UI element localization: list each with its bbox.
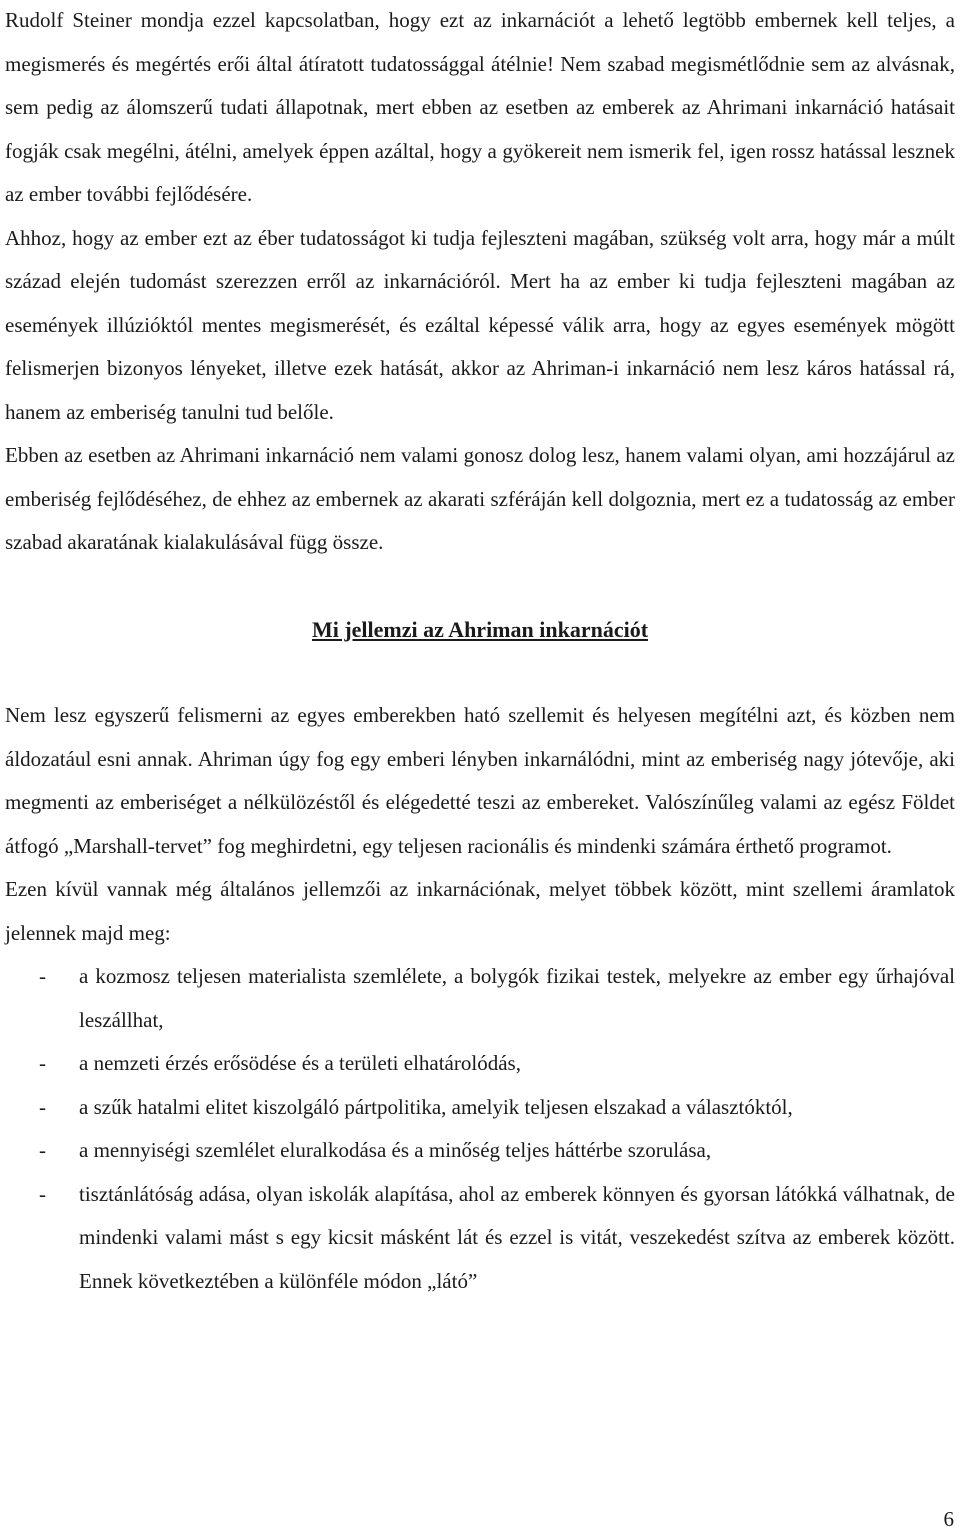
list-item-text: a mennyiségi szemlélet eluralkodása és a minőség teljes háttérbe szorulása, (79, 1138, 712, 1162)
document-page (5, 0, 955, 1303)
list-dash: - (39, 1138, 46, 1162)
list-item-text: tisztánlátóság adása, olyan iskolák alapítása, ahol az emberek könnyen és gyorsan látókká válhatnak, de mindenki valami mást s egy kicsit másként lát és ezzel is vitát, veszekedést szítva az emberek között. Ennek következtében a különféle módon „látó” (79, 1181, 955, 1293)
characteristics-list (5, 955, 955, 1303)
paragraph-recognition: Nem lesz egyszerű felismerni az egyes emberekben ható szellemit és helyesen megítélni azt, és közben nem áldozatául esni annak. Ahriman úgy fog egy emberi lényben inkarnálódni, mint az emberiség nagy jótevője, aki megmenti az emberiséget a nélkülözéstől és elégedetté teszi az embereket. Valószínűleg valami az egész Földet átfogó „Marshall-tervet” fog meghirdetni, egy teljesen racionális és mindenki számára érthető programot. (5, 703, 955, 858)
list-dash: - (39, 1051, 46, 1075)
list-dash: - (39, 1181, 46, 1206)
list-item (5, 1129, 955, 1173)
list-item-text: a szűk hatalmi elitet kiszolgáló pártpolitika, amelyik teljesen elszakad a választóktól, (79, 1094, 793, 1119)
list-item-text: a nemzeti érzés erősödése és a területi elhatárolódás, (79, 1051, 521, 1075)
list-item (5, 1086, 955, 1130)
page-number: 6 (943, 1507, 954, 1531)
paragraph-steiner-incarnation: Rudolf Steiner mondja ezzel kapcsolatban, hogy ezt az inkarnációt a lehető legtöbb embernek kell teljes, a megismerés és megértés erői által átíratott tudatossággal átélnie! Nem szabad megismétlődnie sem az alvásnak, sem pedig az álomszerű tudati állapotnak, mert ebben az esetben az emberek az Ahrimani inkarnáció hatásait fogják csak megélni, átélni, amelyek éppen azáltal, hogy a gyökereit nem ismerik fel, igen rossz hatással lesznek az ember további fejlődésére. (5, 8, 955, 206)
list-item (5, 955, 955, 1042)
paragraph-ahrimanic-incarnation-good: Ebben az esetben az Ahrimani inkarnáció nem valami gonosz dolog lesz, hanem valami olyan, ami hozzájárul az emberiség fejlődéséhez, de ehhez az embernek az akarati szféráján kell dolgoznia, mert ez a tudatosság az ember szabad akaratának kialakulásával függ össze. (5, 443, 955, 554)
section-heading: Mi jellemzi az Ahriman inkarnációt (311, 616, 649, 642)
paragraph-characteristics-intro: Ezen kívül vannak még általános jellemzői az inkarnációnak, melyet többek között, mint szellemi áramlatok jelennek majd meg: (5, 877, 955, 945)
list-item-text: a kozmosz teljesen materialista szemlélete, a bolygók fizikai testek, melyekre az ember egy űrhajóval leszállhat, (79, 964, 955, 1032)
list-dash: - (39, 1094, 46, 1119)
paragraph-awake-consciousness: Ahhoz, hogy az ember ezt az éber tudatosságot ki tudja fejleszteni magában, szükség volt arra, hogy már a múlt század elején tudomást szerezzen erről az inkarnációról. Mert ha az ember ki tudja fejleszteni magában az események illúzióktól mentes megismerését, és ezáltal képessé válik arra, hogy az egyes események mögött felismerjen bizonyos lényeket, illetve ezek hatását, akkor az Ahriman-i inkarnáció nem lesz káros hatással rá, hanem az emberiség tanulni tud belőle. (5, 225, 955, 424)
section-heading-container (5, 608, 955, 652)
list-item (5, 1042, 955, 1086)
list-dash: - (39, 964, 46, 988)
list-item (5, 1173, 955, 1304)
